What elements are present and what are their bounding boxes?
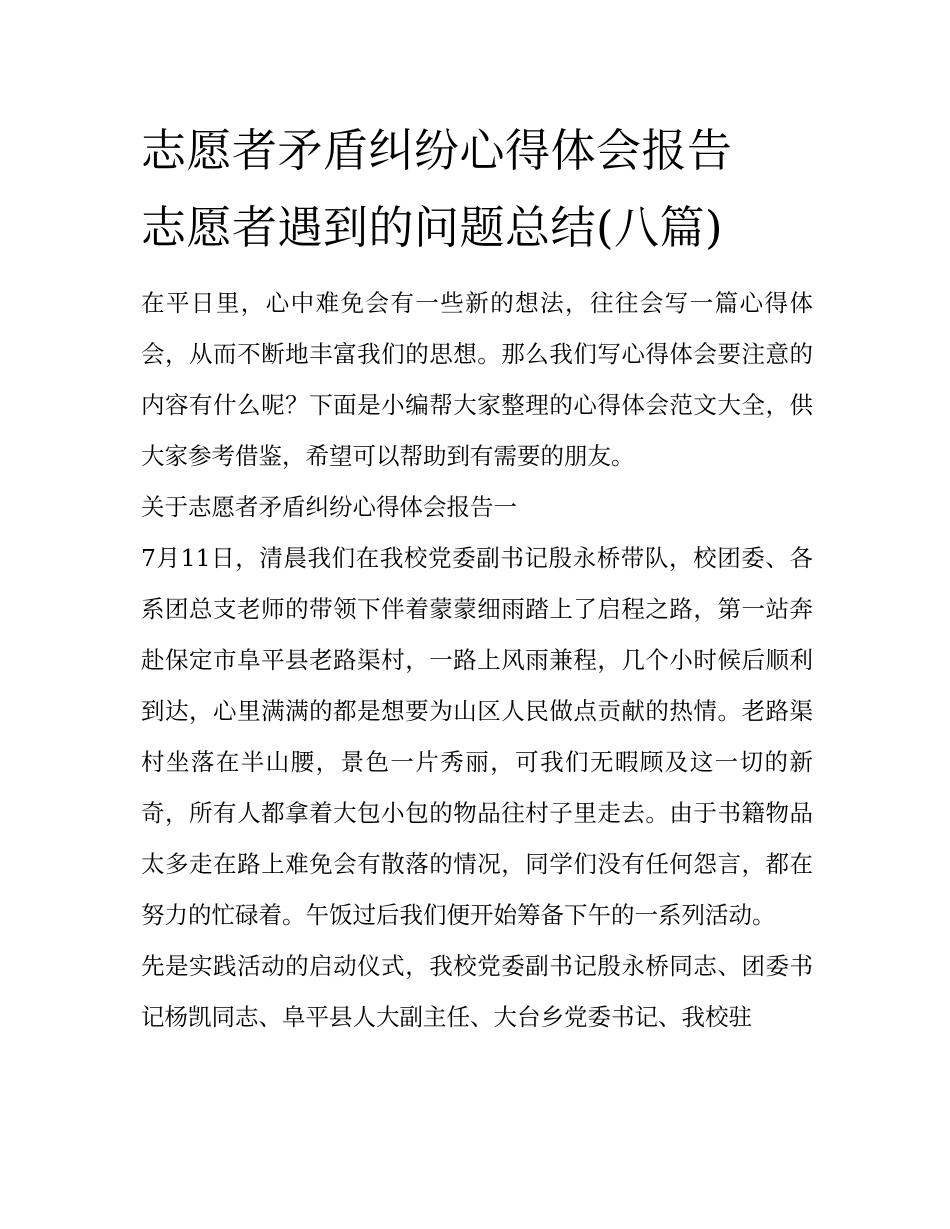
document-title: [141, 112, 813, 266]
title-line-2: 志愿者遇到的问题总结(八篇): [141, 201, 724, 254]
body-paragraph-1: 7月11日，清晨我们在我校党委副书记殷永桥带队，校团委、各系团总支老师的带领下伴着蒙蒙细雨踏上了启程之路，第一站奔赴保定市阜平县老路渠村，一路上风雨兼程，几个小时候后顺利到达，心里满满的都是想要为山区人民做点贡献的热情。老路渠村坐落在半山腰，景色一片秀丽，可我们无暇顾及这一切的新奇，所有人都拿着大包小包的物品往村子里走去。由于书籍物品太多走在路上难免会有散落的情况，同学们没有任何怨言，都在努力的忙碌着。午饭过后我们便开始筹备下午的一系列活动。: [141, 544, 813, 929]
section-heading: 关于志愿者矛盾纠纷心得体会报告一: [141, 493, 517, 521]
title-line-1: 志愿者矛盾纠纷心得体会报告: [141, 124, 733, 177]
body-paragraph-2: 先是实践活动的启动仪式，我校党委副书记殷永桥同志、团委书记杨凯同志、阜平县人大副主任、大台乡党委书记、我校驻: [141, 952, 813, 1031]
intro-paragraph: 在平日里，心中难免会有一些新的想法，往往会写一篇心得体会，从而不断地丰富我们的思想。那么我们写心得体会要注意的内容有什么呢？下面是小编帮大家整理的心得体会范文大全，供大家参考借鉴，希望可以帮助到有需要的朋友。: [141, 289, 813, 470]
document-body: [141, 112, 813, 1043]
